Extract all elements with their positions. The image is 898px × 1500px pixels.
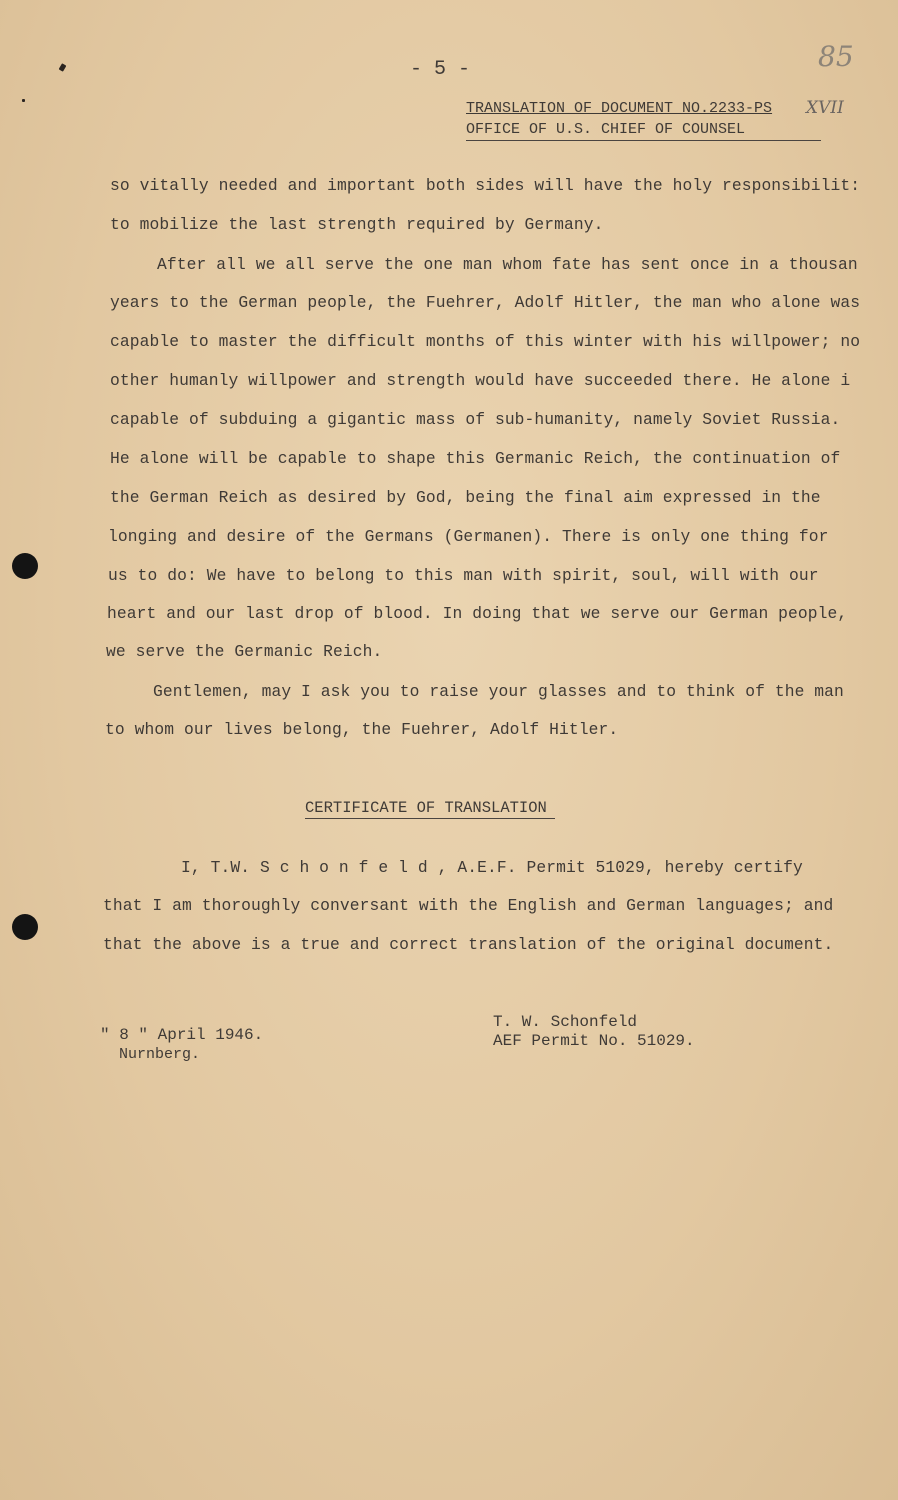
page-number: - 5 - — [410, 58, 471, 81]
body-line: the German Reich as desired by God, being the final aim expressed in the — [110, 488, 821, 507]
punch-hole — [12, 914, 38, 940]
body-line: He alone will be capable to shape this Germanic Reich, the continuation of — [110, 449, 841, 468]
body-line: other humanly willpower and strength would have succeeded there. He alone i — [110, 371, 851, 390]
certificate-line: I, T.W. S c h o n f e l d , A.E.F. Permit 51029, hereby certify — [181, 858, 803, 877]
punch-hole — [12, 553, 38, 579]
signer-name: T. W. Schonfeld — [493, 1013, 638, 1031]
certificate-place: Nurnberg. — [119, 1046, 201, 1063]
certificate-date: " 8 " April 1946. — [100, 1026, 264, 1044]
certificate-line: that I am thoroughly conversant with the English and German languages; and — [103, 896, 834, 915]
handwritten-page-number: 85 — [818, 40, 854, 73]
body-line: heart and our last drop of blood. In doing that we serve our German people, — [107, 604, 848, 623]
ink-speck — [22, 99, 25, 102]
body-line: we serve the Germanic Reich. — [106, 642, 383, 661]
body-line: After all we all serve the one man whom fate has sent once in a thousan — [157, 255, 858, 274]
header-underline — [466, 140, 821, 141]
body-line: to whom our lives belong, the Fuehrer, Adolf Hitler. — [105, 720, 619, 739]
body-line: to mobilize the last strength required by Germany. — [110, 215, 604, 234]
document-title: TRANSLATION OF DOCUMENT NO.2233-PS — [466, 100, 773, 117]
body-line: capable to master the difficult months of this winter with his willpower; no — [110, 332, 861, 351]
signer-permit: AEF Permit No. 51029. — [493, 1032, 695, 1050]
body-line: Gentlemen, may I ask you to raise your glasses and to think of the man — [153, 682, 844, 701]
certificate-title-underline — [305, 818, 555, 819]
certificate-title: CERTIFICATE OF TRANSLATION — [305, 799, 547, 817]
office-line: OFFICE OF U.S. CHIEF OF COUNSEL — [466, 121, 746, 138]
body-line: us to do: We have to belong to this man with spirit, soul, will with our — [108, 566, 819, 585]
certificate-line: that the above is a true and correct translation of the original document. — [103, 935, 834, 954]
body-line: years to the German people, the Fuehrer, Adolf Hitler, the man who alone was — [110, 293, 861, 312]
ink-speck — [59, 63, 67, 72]
body-line: longing and desire of the Germans (Germanen). There is only one thing for — [108, 527, 829, 546]
roman-numeral-annotation: XVII — [806, 98, 844, 118]
body-line: so vitally needed and important both sides will have the holy responsibilit: — [110, 176, 861, 195]
body-line: capable of subduing a gigantic mass of sub-humanity, namely Soviet Russia. — [110, 410, 841, 429]
